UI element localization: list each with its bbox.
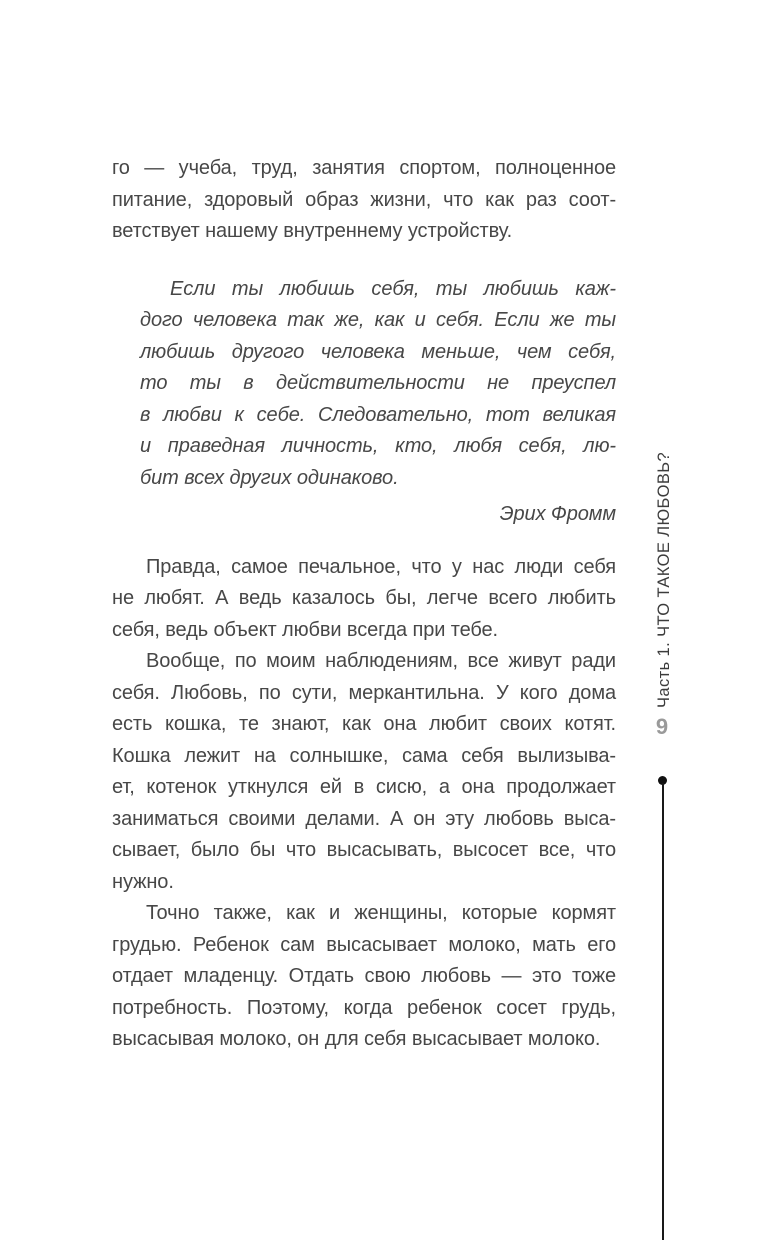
margin-rule	[662, 783, 664, 1240]
body-text-line: Точно также, как и женщины, которые кормят	[146, 902, 616, 924]
quote-line: бит всех других одинаково.	[140, 466, 399, 489]
body-text-line: Правда, самое печальное, что у нас люди себя	[146, 555, 616, 578]
quote-line: то ты в действительности не преуспел	[140, 372, 616, 394]
quote-line: любишь другого человека меньше, чем себя,	[140, 340, 616, 363]
paragraph-continuation	[112, 153, 616, 248]
body-text-line: сывает, было бы что высасывать, высосет все, что	[112, 839, 616, 861]
text-block	[112, 153, 616, 1056]
chapter-marginalia: Часть 1. ЧТО ТАКОЕ ЛЮБОВЬ?	[655, 451, 673, 708]
paragraph	[112, 898, 616, 1056]
body-text-line: потребность. Поэтому, когда ребенок сосет грудь,	[112, 996, 616, 1019]
body-text-line: не любят. А ведь казалось бы, легче всего любить	[112, 587, 616, 609]
quote-line: в любви к себе. Следовательно, тот великая	[140, 403, 616, 426]
body-text-line: Кошка лежит на солнышке, сама себя вылизыва-	[112, 744, 616, 767]
body-text-line: отдает младенцу. Отдать свою любовь — это тоже	[112, 965, 616, 987]
page-number: 9	[655, 714, 669, 739]
body-text-line: высасывая молоко, он для себя высасывает молоко.	[112, 1028, 601, 1050]
body-text-line: Вообще, по моим наблюдениям, все живут ради	[146, 650, 616, 672]
paragraph	[112, 646, 616, 898]
body-text-line: ветствует нашему внутреннему устройству.	[112, 220, 513, 242]
paragraph	[112, 552, 616, 647]
body-text-line: нужно.	[112, 870, 174, 893]
quote-attribution: Эрих Фромм	[499, 503, 616, 525]
body-text-line: ет, котенок уткнулся ей в сисю, а она продолжает	[112, 776, 616, 798]
body-text-line: питание, здоровый образ жизни, что как раз соот-	[112, 188, 616, 211]
quote-line: Если ты любишь себя, ты любишь каж-	[170, 277, 616, 300]
body-text-line: го — учеба, труд, занятия спортом, полноценное	[112, 157, 616, 179]
body-text-line: есть кошка, те знают, как она любит своих котят.	[112, 713, 616, 735]
quote-line: и праведная личность, кто, любя себя, лю-	[140, 435, 616, 457]
body-text-line: заниматься своими делами. А он эту любовь выса-	[112, 807, 616, 830]
body-text-line: грудью. Ребенок сам высасывает молоко, мать его	[112, 933, 616, 956]
body-text-line: себя. Любовь, по сути, меркантильна. У кого дома	[112, 681, 616, 704]
block-quote	[140, 274, 616, 495]
body-text-line: себя, ведь объект любви всегда при тебе.	[112, 618, 498, 641]
quote-line: дого человека так же, как и себя. Если же ты	[140, 309, 616, 331]
